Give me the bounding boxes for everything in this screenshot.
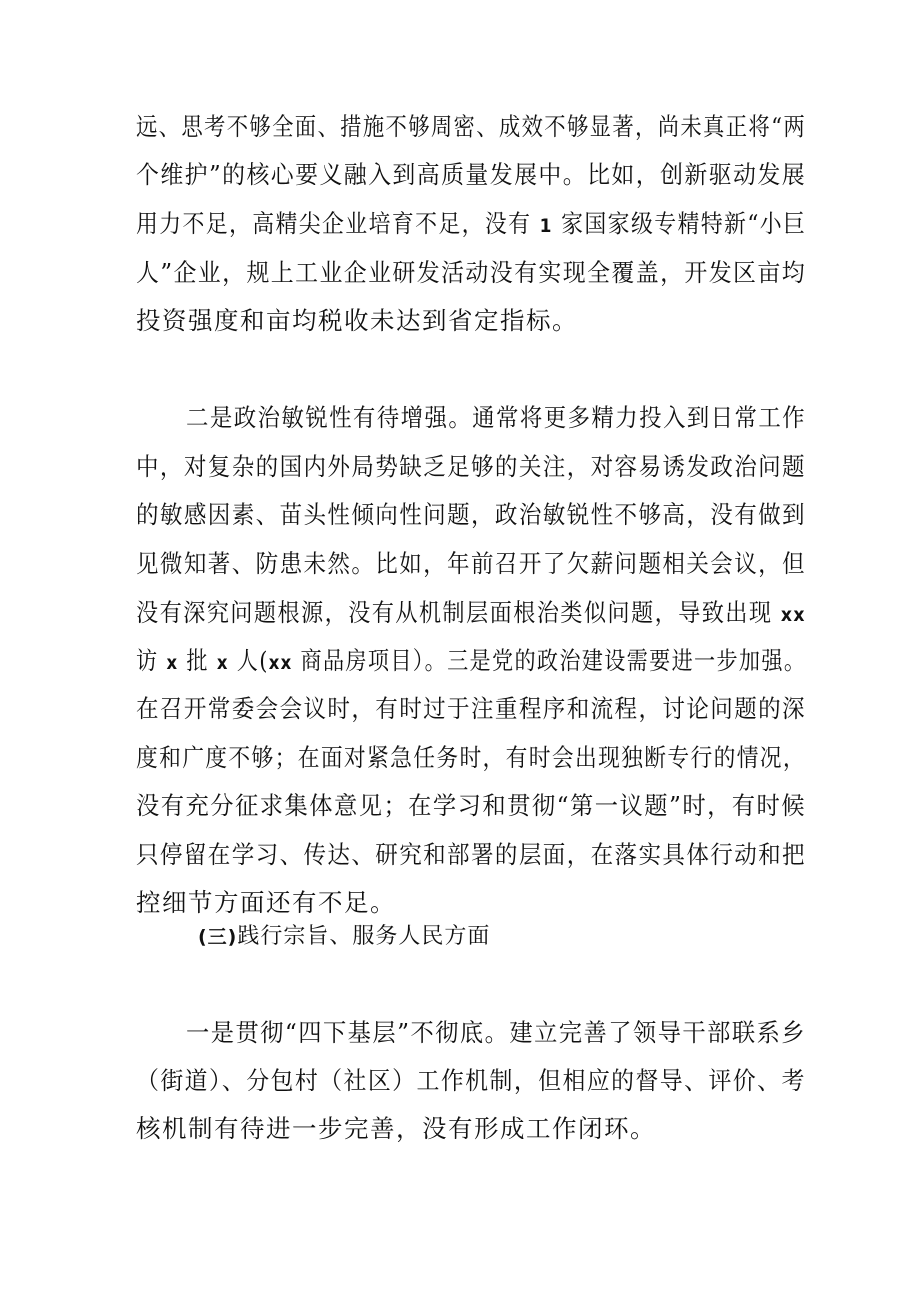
text-line: 没有充分征求集体意见；在学习和贯彻“第一议题”时，有时候: [136, 791, 807, 820]
text-line: 见微知著、防患未然。比如，年前召开了欠薪问题相关会议，但: [136, 549, 806, 578]
text-line: 没有深究问题根源，没有从机制层面根治类似问题，导致出现 xx: [136, 598, 806, 627]
text-line: 的敏感因素、苗头性倾向性问题，政治敏锐性不够高，没有做到: [136, 500, 806, 529]
text-line: 度和广度不够；在面对紧急任务时，有时会出现独断专行的情况，: [136, 743, 807, 772]
text-line: 核机制有待进一步完善，没有形成工作闭环。: [136, 1114, 656, 1143]
text-line: 在召开常委会会议时，有时过于注重程序和流程，讨论问题的深: [136, 694, 806, 723]
section-heading: (三)践行宗旨、服务人民方面: [198, 924, 491, 949]
text-line: 二是政治敏锐性有待增强。通常将更多精力投入到日常工作: [186, 403, 807, 432]
text-line: 访 x 批 x 人(xx 商品房项目）。三是党的政治建设需要进一步加强。: [136, 646, 807, 675]
text-line: 个维护”的核心要义融入到高质量发展中。比如，创新驱动发展: [136, 160, 807, 189]
text-line: 人”企业，规上工业企业研发活动没有实现全覆盖，开发区亩均: [136, 258, 807, 287]
text-line: 用力不足，高精尖企业培育不足，没有 1 家国家级专精特新“小巨: [136, 209, 807, 238]
text-line: 远、思考不够全面、措施不够周密、成效不够显著，尚未真正将“两: [136, 112, 807, 141]
text-line: 控细节方面还有不足。: [136, 888, 396, 917]
text-line: 投资强度和亩均税收未达到省定指标。: [136, 306, 578, 335]
text-line: 中，对复杂的国内外局势缺乏足够的关注，对容易诱发政治问题: [136, 452, 806, 481]
text-line: 只停留在学习、传达、研究和部署的层面，在落实具体行动和把: [136, 840, 806, 869]
text-line: （街道）、分包村（社区）工作机制，但相应的督导、评价、考: [136, 1066, 806, 1095]
text-line: 一是贯彻“四下基层”不彻底。建立完善了领导干部联系乡: [186, 1018, 807, 1047]
